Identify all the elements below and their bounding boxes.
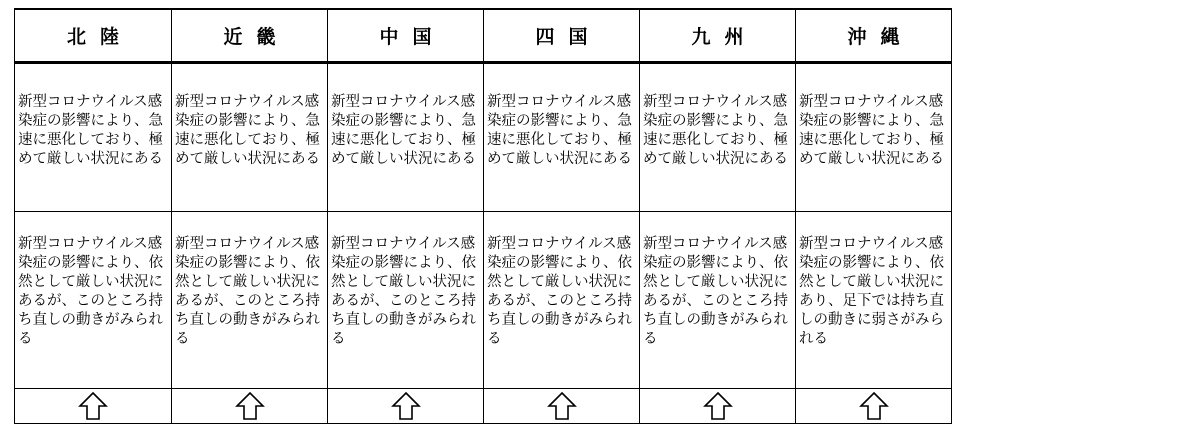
previous-cell-kyushu [640,212,796,389]
current-cell-hokuriku [15,63,172,212]
trend-arrow-row [15,389,952,424]
previous-cell-hokuriku [15,212,172,389]
current-assessment-row [15,63,952,212]
previous-text: 新型コロナウイルス感染症の影響により、依然として厳しい状況にあり、足下では持ち直しの動きに弱さがみられる [799,236,944,347]
previous-text: 新型コロナウイルス感染症の影響により、依然として厳しい状況にあるが、このところ持ち直しの動きがみられる [487,236,632,347]
up-arrow-icon [703,391,733,421]
up-arrow-icon [235,391,265,421]
region-header-kyushu: 九州 [640,9,796,63]
previous-assessment-row [15,212,952,389]
current-cell-kyushu [640,63,796,212]
current-cell-kinki [172,63,328,212]
previous-cell-kinki [172,212,328,389]
current-cell-okinawa [796,63,952,212]
previous-cell-shikoku [484,212,640,389]
region-header-kinki: 近畿 [172,9,328,63]
current-text: 新型コロナウイルス感染症の影響により、急速に悪化しており、極めて厳しい状況にある [487,94,632,167]
current-text: 新型コロナウイルス感染症の影響により、急速に悪化しており、極めて厳しい状況にある [799,94,944,167]
region-header-row [15,9,952,63]
previous-text: 新型コロナウイルス感染症の影響により、依然として厳しい状況にあるが、このところ持ち直しの動きがみられる [175,236,320,347]
previous-text: 新型コロナウイルス感染症の影響により、依然として厳しい状況にあるが、このところ持ち直しの動きがみられる [331,236,476,347]
up-arrow-icon [78,391,108,421]
current-cell-chugoku [328,63,484,212]
up-arrow-icon [391,391,421,421]
current-text: 新型コロナウイルス感染症の影響により、急速に悪化しており、極めて厳しい状況にある [175,94,320,167]
previous-text: 新型コロナウイルス感染症の影響により、依然として厳しい状況にあるが、このところ持ち直しの動きがみられる [18,236,163,347]
arrow-cell-okinawa [796,389,952,424]
region-header-hokuriku: 北陸 [15,9,172,63]
arrow-cell-kinki [172,389,328,424]
regional-economy-table [14,8,952,424]
arrow-cell-chugoku [328,389,484,424]
region-header-chugoku: 中国 [328,9,484,63]
previous-text: 新型コロナウイルス感染症の影響により、依然として厳しい状況にあるが、このところ持ち直しの動きがみられる [643,236,788,347]
arrow-cell-hokuriku [15,389,172,424]
current-cell-shikoku [484,63,640,212]
arrow-cell-shikoku [484,389,640,424]
region-header-shikoku: 四国 [484,9,640,63]
arrow-cell-kyushu [640,389,796,424]
previous-cell-chugoku [328,212,484,389]
previous-cell-okinawa [796,212,952,389]
current-text: 新型コロナウイルス感染症の影響により、急速に悪化しており、極めて厳しい状況にある [331,94,476,167]
current-text: 新型コロナウイルス感染症の影響により、急速に悪化しており、極めて厳しい状況にある [643,94,788,167]
up-arrow-icon [547,391,577,421]
region-header-okinawa: 沖縄 [796,9,952,63]
current-text: 新型コロナウイルス感染症の影響により、急速に悪化しており、極めて厳しい状況にある [18,94,163,167]
up-arrow-icon [859,391,889,421]
